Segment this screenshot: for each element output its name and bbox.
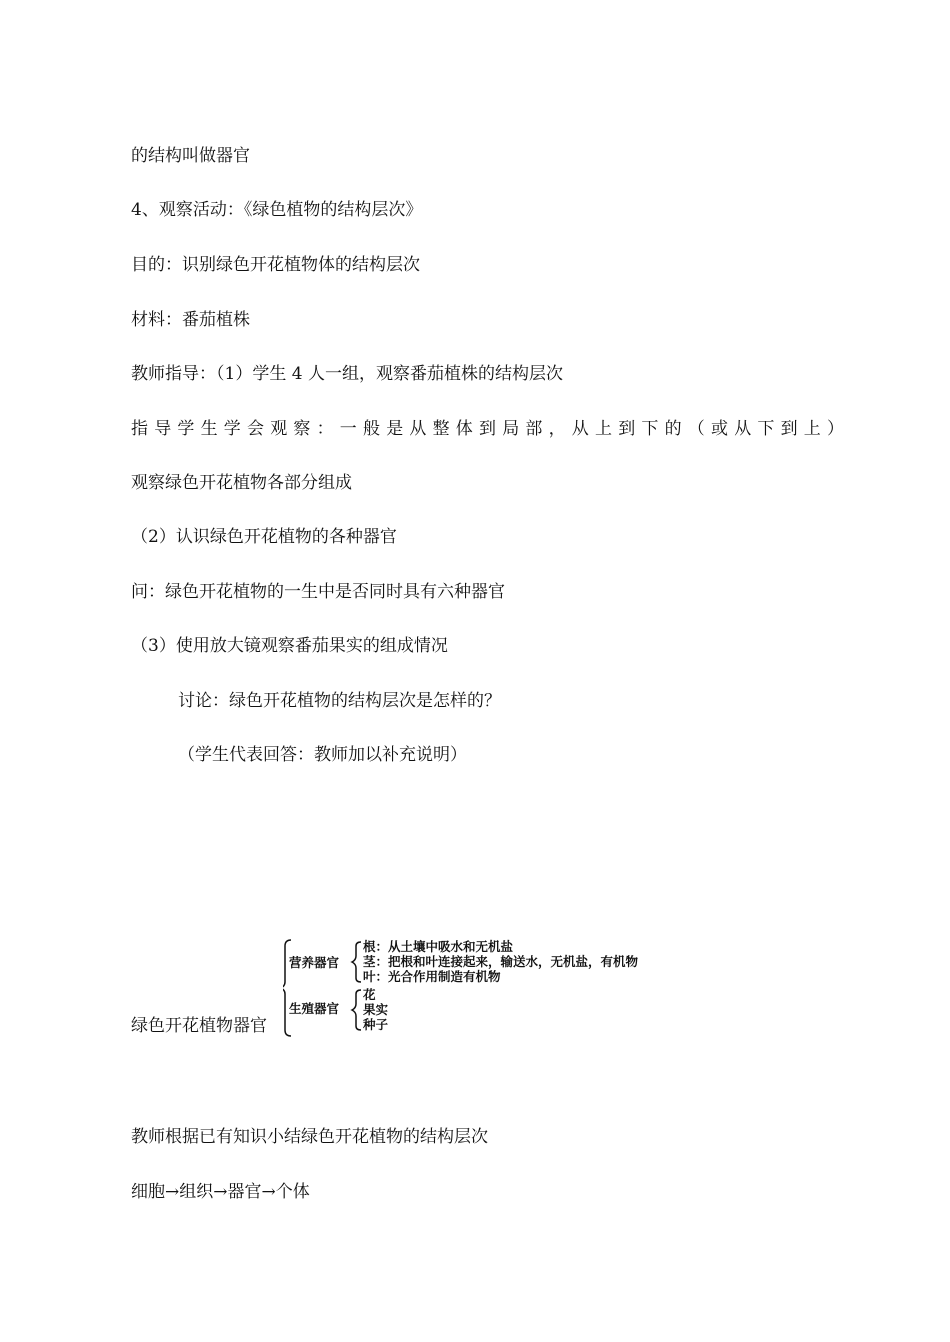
diagram-root-label: 绿色开花植物器官: [131, 1016, 267, 1036]
step-3-line: （3）使用放大镜观察番茄果实的组成情况: [131, 636, 448, 656]
question-line: 问：绿色开花植物的一生中是否同时具有六种器官: [131, 582, 505, 602]
activity-heading: 4、观察活动：《绿色植物的结构层次》: [131, 200, 423, 220]
seed-organ-item: 种子: [363, 1017, 389, 1032]
student-answer-line: （学生代表回答：教师加以补充说明）: [178, 745, 467, 765]
nutritive-organ-label: 营养器官: [289, 955, 340, 970]
summary-line: 教师根据已有知识小结绿色开花植物的结构层次: [131, 1127, 488, 1147]
materials-line: 材料：番茄植株: [131, 310, 250, 330]
teacher-guidance-line: 教师指导：（1）学生 4 人一组，观察番茄植株的结构层次: [131, 364, 563, 384]
root-organ-item: 根：从土壤中吸水和无机盐: [363, 939, 514, 954]
reproductive-organ-label: 生殖器官: [289, 1001, 340, 1016]
stem-organ-item: 茎：把根和叶连接起来，输送水，无机盐，有机物: [363, 954, 639, 969]
discussion-line: 讨论：绿色开花植物的结构层次是怎样的？: [178, 691, 501, 711]
reproductive-brace: [352, 990, 361, 1030]
fruit-organ-item: 果实: [363, 1002, 389, 1017]
flower-organ-item: 花: [363, 987, 376, 1002]
text-line-1: 的结构叫做器官: [131, 146, 250, 166]
nutritive-brace: [352, 942, 361, 982]
organ-classification-diagram: [283, 938, 723, 1038]
step-2-line: （2）认识绿色开花植物的各种器官: [131, 527, 397, 547]
leaf-organ-item: 叶：光合作用制造有机物: [363, 969, 501, 984]
hierarchy-line: 细胞→组织→器官→个体: [131, 1182, 310, 1202]
observation-guidance-line: 指导学生学会观察：一般是从整体到局部，从上到下的（或从下到上）: [131, 419, 851, 439]
purpose-line: 目的：识别绿色开花植物体的结构层次: [131, 255, 420, 275]
observe-parts-line: 观察绿色开花植物各部分组成: [131, 473, 352, 493]
